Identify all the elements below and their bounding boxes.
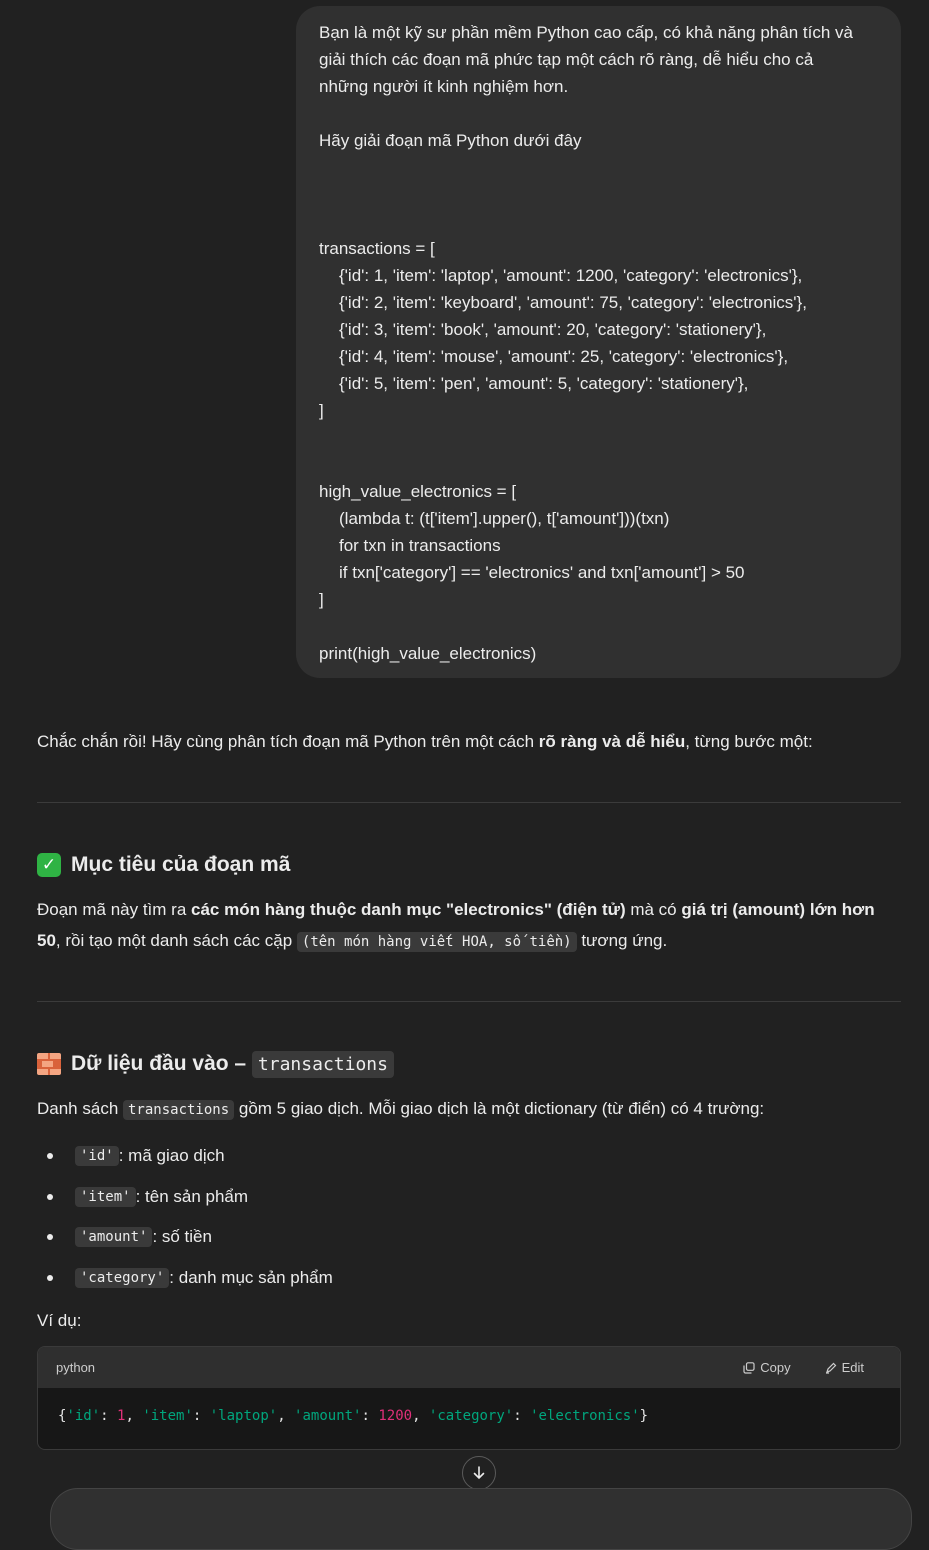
section-heading-input-data: [37, 1052, 394, 1076]
code-token: :: [513, 1408, 531, 1424]
scroll-down-button[interactable]: [462, 1456, 496, 1490]
code-token: :: [361, 1408, 379, 1424]
section-heading-code: transactions: [252, 1051, 394, 1078]
input-data-paragraph: [37, 1093, 901, 1126]
code-token: 'amount': [294, 1408, 362, 1424]
code-block: [37, 1346, 901, 1450]
pencil-icon: [825, 1362, 837, 1374]
bullet-icon: [47, 1275, 53, 1281]
message-line: {'id': 1, 'item': 'laptop', 'amount': 1200, 'category': 'electronics'},: [339, 266, 803, 285]
message-line: {'id': 5, 'item': 'pen', 'amount': 5, 'category': 'stationery'},: [339, 374, 749, 393]
inline-code: (tên món hàng viết HOA, số tiền): [297, 932, 577, 952]
field-desc: : số tiền: [152, 1227, 212, 1247]
copy-label: Copy: [760, 1360, 791, 1375]
message-line: (lambda t: (t['item'].upper(), t['amount']))(txn): [339, 509, 670, 528]
field-code: 'amount': [75, 1227, 152, 1247]
code-token: ,: [277, 1408, 295, 1424]
field-code: 'category': [75, 1268, 169, 1288]
brick-emoji-icon: [37, 1053, 61, 1075]
code-token: ,: [412, 1408, 429, 1424]
message-line: if txn['category'] == 'electronics' and txn['amount'] > 50: [339, 563, 745, 582]
field-code: 'item': [75, 1187, 136, 1207]
code-token: 'item': [142, 1408, 193, 1424]
message-line: transactions = [: [319, 239, 435, 258]
message-line: giải thích các đoạn mã phức tạp một cách rõ ràng, dễ hiểu cho cả: [319, 50, 814, 69]
code-content: [38, 1388, 900, 1424]
intro-text: Chắc chắn rồi! Hãy cùng phân tích đoạn mã Python trên một cách: [37, 732, 539, 751]
bullet-icon: [47, 1153, 53, 1159]
copy-icon: [743, 1362, 755, 1374]
field-desc: : danh mục sản phẩm: [169, 1267, 333, 1287]
intro-bold: rõ ràng và dễ hiểu: [538, 732, 686, 751]
code-token: 1: [117, 1408, 126, 1424]
field-desc: : tên sản phẩm: [135, 1186, 249, 1206]
code-token: 'category': [428, 1408, 514, 1424]
code-token: :: [100, 1408, 118, 1424]
para-text: mà có: [625, 900, 682, 919]
goal-paragraph: [37, 894, 901, 958]
code-language-label: python: [56, 1360, 96, 1375]
message-line: {'id': 2, 'item': 'keyboard', 'amount': 75, 'category': 'electronics'},: [339, 293, 807, 312]
code-token: ,: [125, 1408, 143, 1424]
copy-button[interactable]: [743, 1360, 790, 1375]
code-token: 'laptop': [209, 1408, 278, 1424]
divider: [37, 1001, 901, 1002]
list-item: [37, 1258, 333, 1299]
intro-text-end: , từng bước một:: [685, 732, 813, 751]
message-line: for txn in transactions: [339, 536, 501, 555]
message-line: {'id': 4, 'item': 'mouse', 'amount': 25, 'category': 'electronics'},: [339, 347, 789, 366]
message-line: những người ít kinh nghiệm hơn.: [319, 77, 569, 96]
para-text: Danh sách: [37, 1099, 123, 1118]
message-line: ]: [319, 590, 324, 609]
message-line: ]: [319, 401, 324, 420]
bullet-icon: [47, 1234, 53, 1240]
code-token: {: [58, 1408, 67, 1424]
list-item: [37, 1136, 333, 1177]
message-line: [319, 154, 879, 181]
para-text: Đoạn mã này tìm ra: [37, 900, 192, 919]
code-block-header: [38, 1347, 900, 1388]
example-label: Ví dụ:: [37, 1311, 82, 1330]
inline-code: transactions: [123, 1100, 234, 1120]
message-line: [319, 613, 879, 640]
list-item: [37, 1217, 333, 1258]
field-code: 'id': [75, 1146, 119, 1166]
message-line: [319, 181, 879, 208]
message-line: Bạn là một kỹ sư phần mềm Python cao cấp, có khả năng phân tích và: [319, 23, 853, 42]
section-heading-text: Dữ liệu đầu vào –: [71, 1052, 252, 1075]
message-line: [319, 100, 879, 127]
message-line: [319, 451, 879, 478]
assistant-intro: [37, 728, 901, 755]
message-line: print(high_value_electronics): [319, 644, 537, 663]
para-bold: giá trị (amount) lớn hơn 50: [37, 900, 875, 950]
edit-label: Edit: [841, 1360, 864, 1375]
code-token: }: [639, 1408, 649, 1424]
para-text: , rồi tạo một danh sách các cặp: [55, 931, 297, 950]
message-line: {'id': 3, 'item': 'book', 'amount': 20, 'category': 'stationery'},: [339, 320, 767, 339]
check-mark-emoji-icon: ✓: [37, 853, 61, 877]
message-line: high_value_electronics = [: [319, 482, 517, 501]
message-composer[interactable]: [50, 1488, 912, 1550]
field-desc: : mã giao dịch: [118, 1146, 225, 1166]
user-message-bubble: [296, 6, 901, 678]
fields-list: [37, 1136, 333, 1298]
edit-button[interactable]: [825, 1360, 864, 1375]
code-token: 'id': [66, 1408, 101, 1424]
code-token: :: [192, 1408, 210, 1424]
para-text: gồm 5 giao dịch. Mỗi giao dịch là một dictionary (từ điển) có 4 trường:: [234, 1099, 765, 1118]
section-heading-text: Mục tiêu của đoạn mã: [71, 853, 291, 876]
message-line: Hãy giải đoạn mã Python dưới đây: [319, 131, 582, 150]
para-text: tương ứng.: [576, 931, 668, 950]
bullet-icon: [47, 1194, 53, 1200]
code-token: 'electronics': [530, 1408, 640, 1424]
divider: [37, 802, 901, 803]
arrow-down-icon: [471, 1465, 487, 1481]
list-item: [37, 1177, 333, 1218]
message-line: [319, 208, 879, 235]
code-token: 1200: [378, 1408, 413, 1424]
message-line: [319, 424, 879, 451]
para-bold: các món hàng thuộc danh mục "electronics" (điện tử): [191, 900, 626, 919]
section-heading-goal: [37, 853, 290, 877]
